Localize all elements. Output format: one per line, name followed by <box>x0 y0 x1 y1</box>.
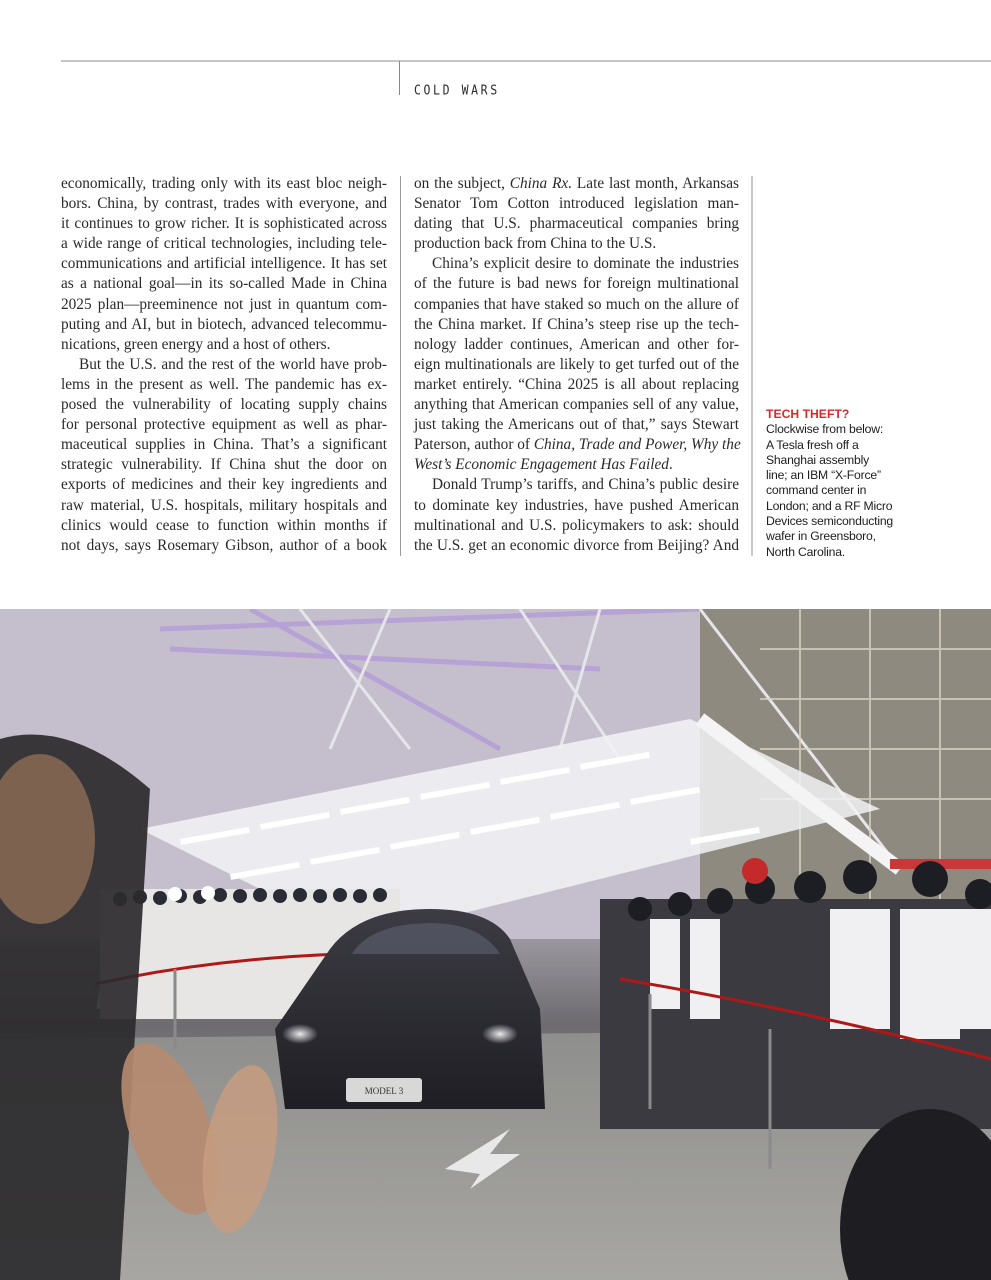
text-line: puting and AI, but in biotech, advanced telecommu- <box>61 315 387 333</box>
caption-line: Clockwise from below: <box>766 422 884 437</box>
text-segment: Paterson, author of <box>414 436 534 454</box>
text-line: maceutical supplies in China. That’s a significant <box>61 436 387 454</box>
text-line: of the future is bad news for foreign multinational <box>414 275 739 293</box>
text-line <box>414 455 739 475</box>
text-line: Senator Tom Cotton introduced legislation man- <box>414 195 739 213</box>
article-column-1 <box>61 174 387 556</box>
column-divider <box>400 176 401 556</box>
text-line: clinics would cease to function within months if <box>61 516 387 534</box>
text-line: production back from China to the U.S. <box>414 235 657 253</box>
paragraph-start-line: But the U.S. and the rest of the world have prob- <box>79 355 387 373</box>
text-line: for personal protective equipment as well as phar- <box>61 416 387 434</box>
text-line <box>414 435 739 455</box>
section-label: COLD WARS <box>414 82 500 99</box>
book-title-china-rx: China Rx. <box>509 175 573 192</box>
caption-line: Shanghai assembly <box>766 452 869 467</box>
license-plate-text: MODEL 3 <box>364 1086 404 1096</box>
caption-line: Devices semiconducting <box>766 514 894 529</box>
photo-caption <box>766 407 916 560</box>
text-line: market entirely. “China 2025 is all about replacing <box>414 375 739 393</box>
text-line: raw material, U.S. hospitals, military hospitals and <box>61 496 387 514</box>
photo-illustration <box>0 609 991 1280</box>
text-line: multinational and U.S. policymakers to ask: should <box>414 516 739 534</box>
caption-divider <box>751 176 753 556</box>
header-rule <box>61 60 991 62</box>
text-line: dating that U.S. pharmaceutical companies bring <box>414 215 739 233</box>
text-line: nology ladder continues, American and other for- <box>414 335 739 353</box>
caption-line: line; an IBM “X-Force” <box>766 468 881 483</box>
text-line: the China market. If China’s steep rise up the tech- <box>414 315 739 333</box>
paragraph-start-line: Donald Trump’s tariffs, and China’s public desire <box>432 476 739 494</box>
caption-line: wafer in Greensboro, <box>766 529 876 544</box>
text-line: strategic vulnerability. If China shut the door on <box>61 456 387 474</box>
text-line: to dominate key industries, have pushed American <box>414 496 739 514</box>
text-segment: . <box>668 456 673 474</box>
caption-line: command center in <box>766 483 867 498</box>
text-segment: on the subject, <box>414 175 510 192</box>
text-line: the U.S. get an economic divorce from Beijing? And <box>414 536 739 554</box>
caption-line: North Carolina. <box>766 544 845 559</box>
book-title-continued: West’s Economic Engagement Has Failed <box>414 456 669 474</box>
text-line: not days, says Rosemary Gibson, author of a book <box>61 536 387 554</box>
caption-title: TECH THEFT? <box>766 407 850 421</box>
header-divider <box>399 61 400 95</box>
text-line: eign multinationals are likely to get turfed out of the <box>414 355 739 373</box>
caption-line: London; and a RF Micro <box>766 498 893 513</box>
text-line: as a national goal—in its so-called Made in China <box>61 275 387 293</box>
text-line: a wide range of critical technologies, including tele- <box>61 235 387 253</box>
text-line <box>414 174 739 194</box>
text-line: it continues to grow richer. It is sophisticated across <box>61 215 387 233</box>
text-segment: Late last month, Arkansas <box>572 175 739 192</box>
text-line: 2025 plan—preeminence not just in quantum com- <box>61 295 387 313</box>
article-column-2 <box>414 174 739 556</box>
text-line: anything that American companies sell of any value, <box>414 396 739 414</box>
text-line: economically, trading only with its east bloc neigh- <box>61 175 387 192</box>
text-line: lems in the present as well. The pandemic has ex- <box>61 375 387 393</box>
text-line: bors. China, by contrast, trades with everyone, and <box>61 195 387 213</box>
text-line: communications and artificial intelligence. It has set <box>61 255 387 273</box>
text-line: exports of medicines and their key ingredients and <box>61 476 387 494</box>
text-line: companies that have staked so much on the allure of <box>414 295 739 313</box>
text-line: nications, green energy and a host of others. <box>61 335 331 353</box>
book-title-china-trade-power: China, Trade and Power, Why the <box>533 436 741 454</box>
paragraph-start-line: China’s explicit desire to dominate the industries <box>432 255 739 273</box>
tesla-factory-photo <box>0 609 991 1280</box>
caption-line: A Tesla fresh off a <box>766 437 859 452</box>
text-line: just taking the Americans out of that,” says Stewart <box>414 416 739 434</box>
text-line: posed the vulnerability of locating supply chains <box>61 396 387 414</box>
